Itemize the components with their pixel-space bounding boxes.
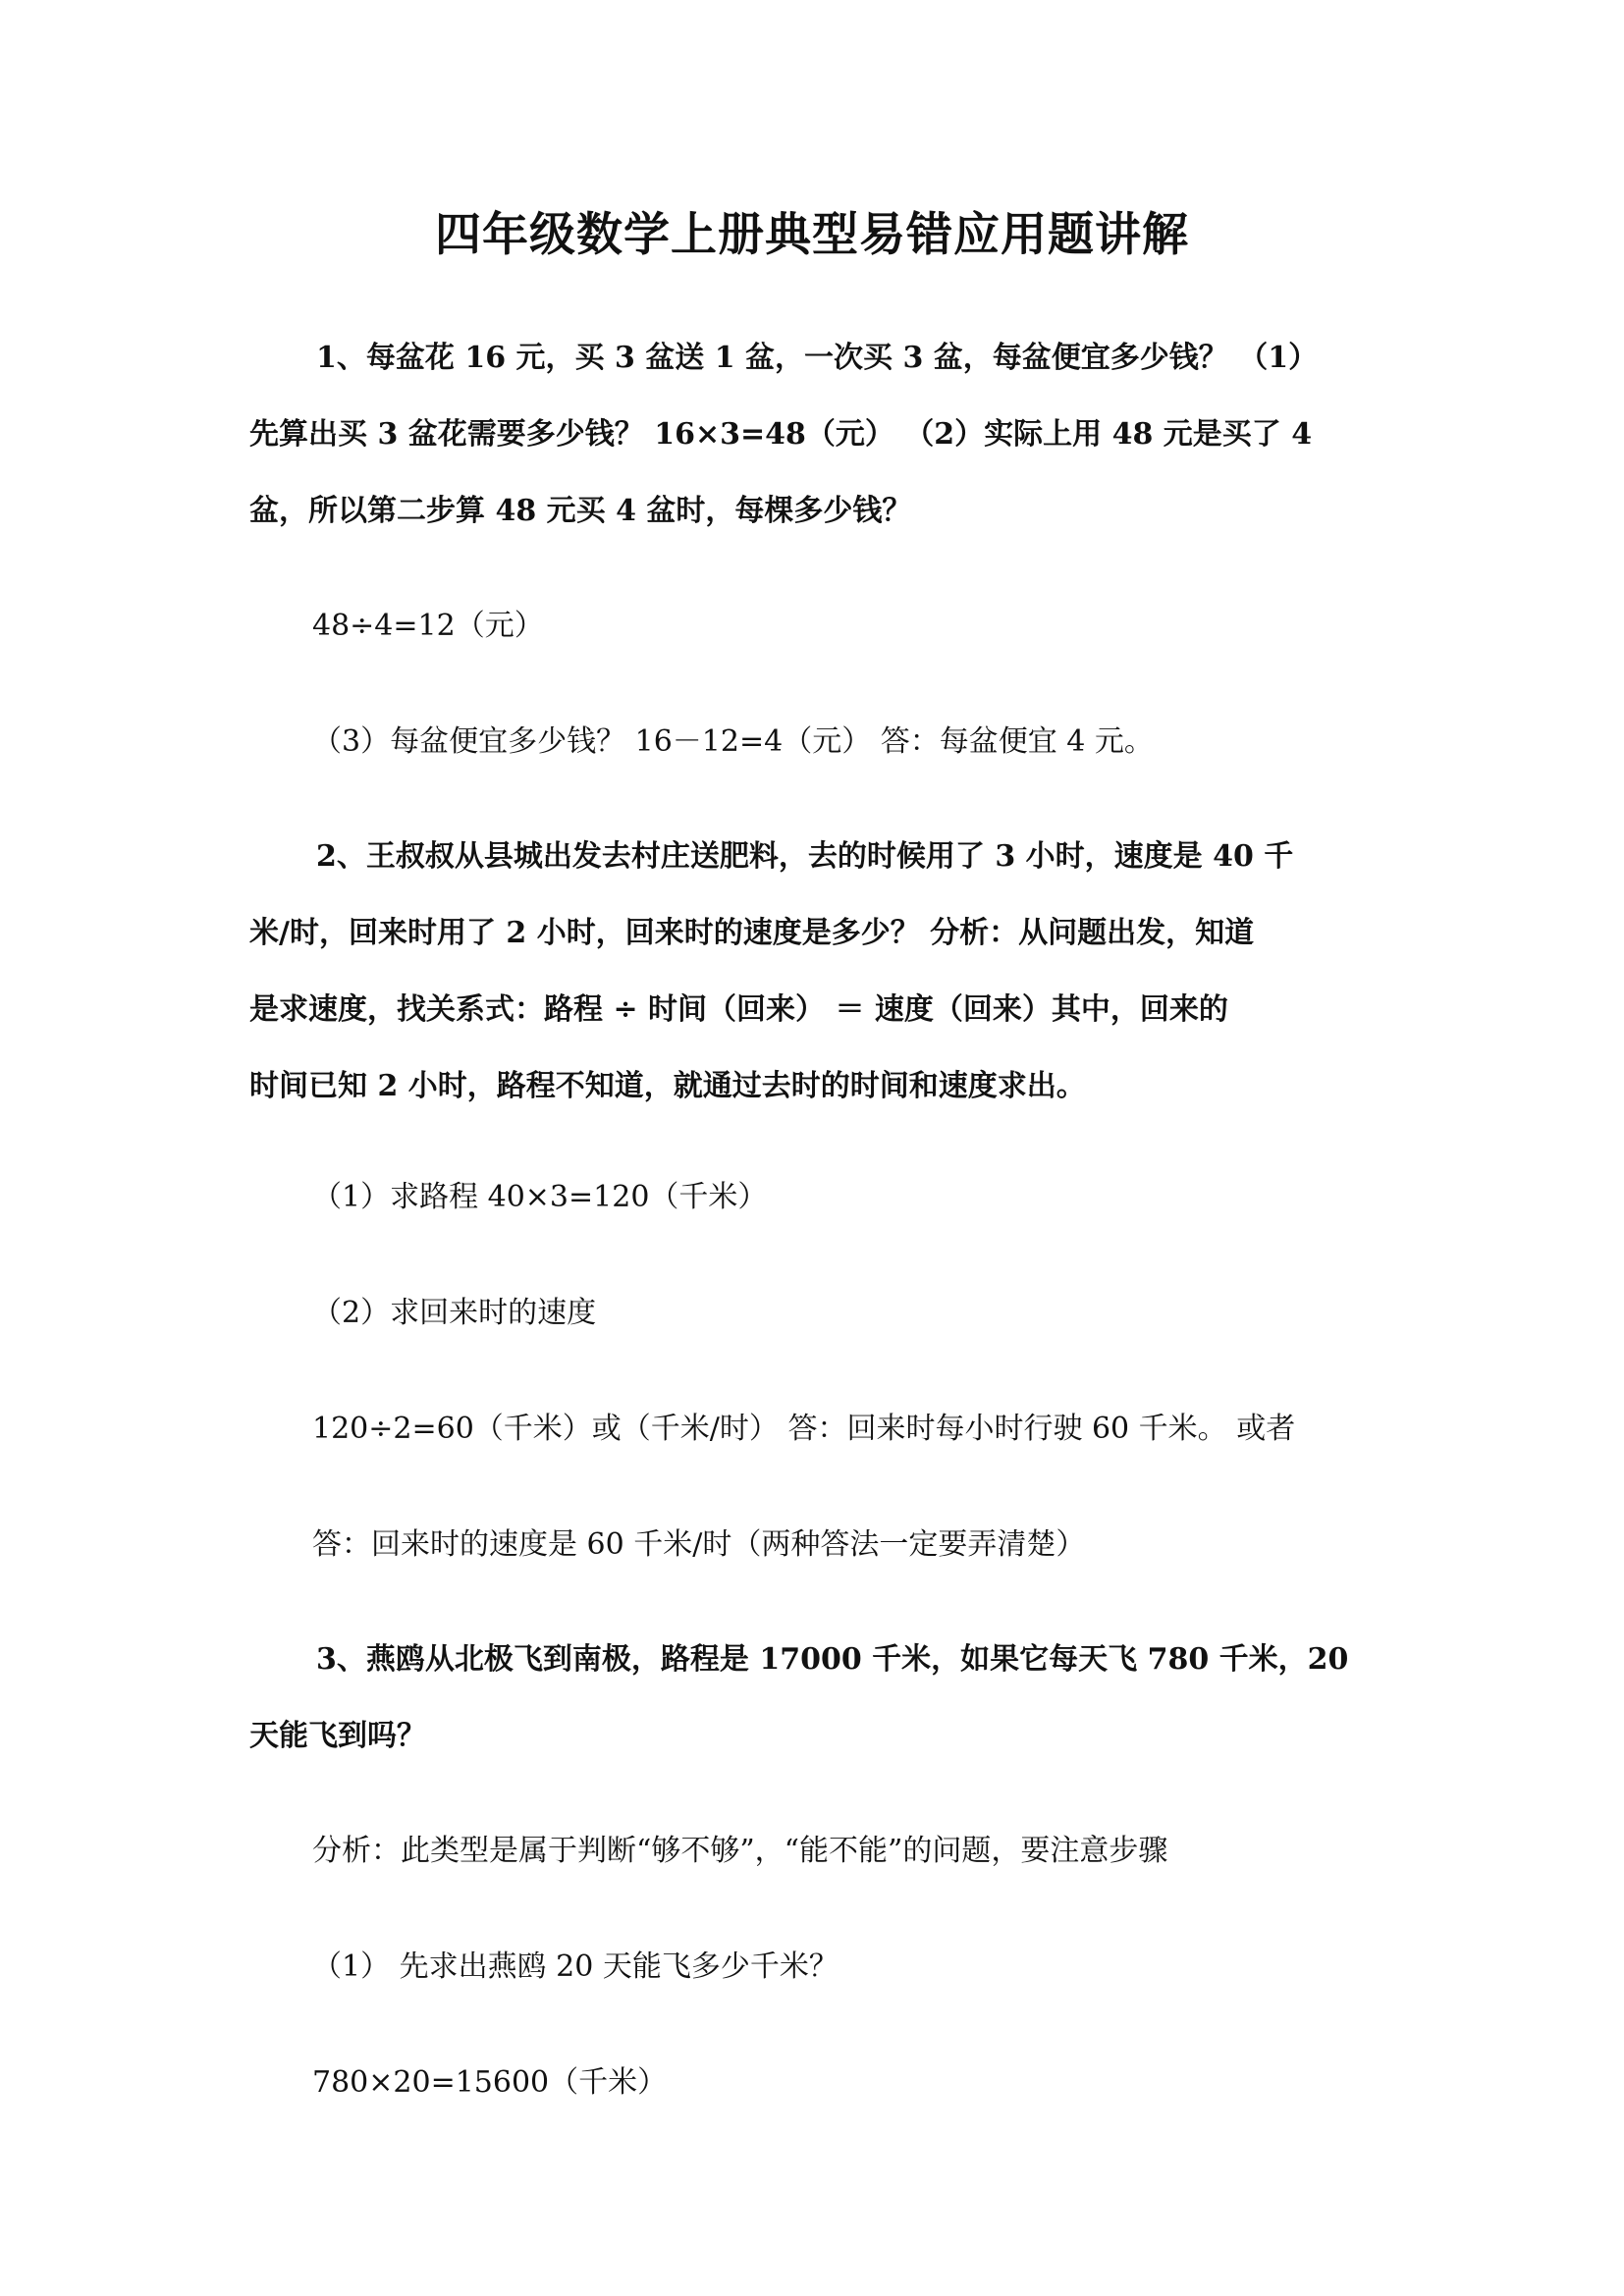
question-3-line-2: 天能飞到吗？ <box>249 1719 426 1753</box>
question-2-step-2: （2）求回来时的速度 <box>312 1296 597 1330</box>
question-1-step-2: 48÷4=12（元） <box>312 609 544 643</box>
question-2-line-2: 米/时，回来时用了 2 小时，回来时的速度是多少？ 分析：从问题出发，知道 <box>249 916 1255 950</box>
question-3-analysis: 分析：此类型是属于判断“够不够”，“能不能”的问题，要注意步骤 <box>312 1834 1168 1868</box>
question-2-line-4: 时间已知 2 小时，路程不知道，就通过去时的时间和速度求出。 <box>249 1069 1086 1103</box>
question-2-line-3: 是求速度，找关系式：路程 ÷ 时间（回来） ＝ 速度（回来）其中，回来的 <box>249 992 1228 1027</box>
question-3-step-1: （1） 先求出燕鸥 20 天能飞多少千米？ <box>312 1949 839 1984</box>
question-3 <box>249 1622 1388 1775</box>
question-2-line-1: 2、王叔叔从县城出发去村庄送肥料，去的时候用了 3 小时，速度是 40 千 <box>316 839 1294 874</box>
question-2-answer: 答：回来时的速度是 60 千米/时（两种答法一定要弄清楚） <box>312 1527 1086 1562</box>
question-3-line-1: 3、燕鸥从北极飞到南极，路程是 17000 千米，如果它每天飞 780 千米，20 <box>316 1642 1349 1677</box>
question-2 <box>249 819 1388 1125</box>
question-1-line-2: 先算出买 3 盆花需要多少钱？ 16×3=48（元） （2）实际上用 48 元是买了 4 <box>249 417 1313 452</box>
page-title: 四年级数学上册典型易错应用题讲解 <box>435 208 1189 262</box>
question-2-step-1: （1）求路程 40×3=120（千米） <box>312 1180 768 1214</box>
question-1 <box>249 320 1388 550</box>
question-3-calc-1: 780×20=15600（千米） <box>312 2065 668 2100</box>
question-1-line-1: 1、每盆花 16 元，买 3 盆送 1 盆，一次买 3 盆，每盆便宜多少钱？ （1） <box>316 341 1319 375</box>
question-1-line-3: 盆，所以第二步算 48 元买 4 盆时，每棵多少钱？ <box>249 494 912 528</box>
question-2-calc: 120÷2=60（千米）或（千米/时） 答：回来时每小时行驶 60 千米。 或者 <box>312 1412 1296 1446</box>
question-1-step-3: （3）每盆便宜多少钱？ 16－12=4（元） 答：每盆便宜 4 元。 <box>312 724 1154 759</box>
